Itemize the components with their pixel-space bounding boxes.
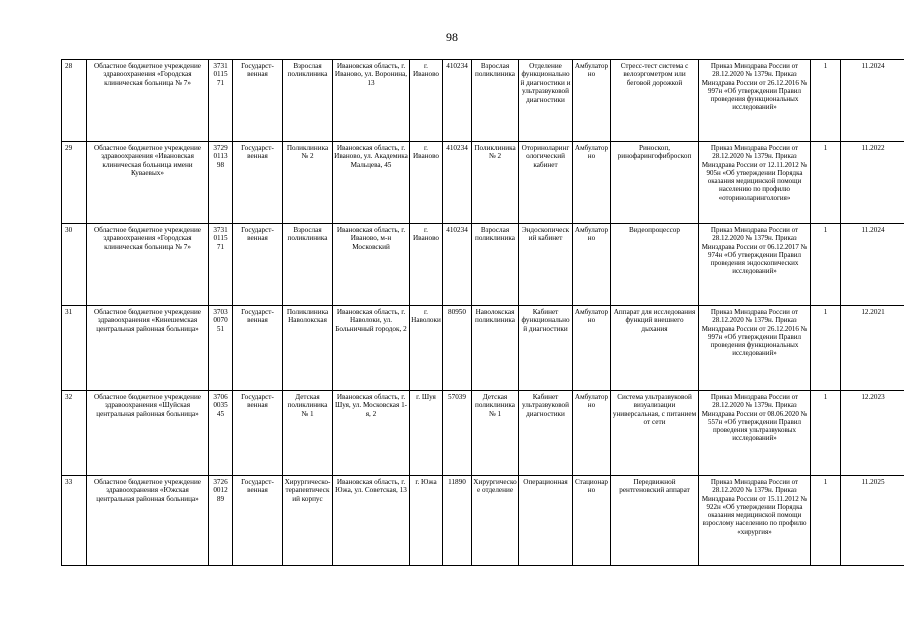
organization-name: Областное бюджетное учреждение здравоохранения «Ивановская клиническая больница имени Куваевых» bbox=[87, 142, 209, 224]
postal-index: 410234 bbox=[443, 142, 472, 224]
equipment: Система ультразвуковой визуализации универсальная, с питанием от сети bbox=[611, 391, 699, 476]
subdivision: Хирургическое отделение bbox=[472, 476, 519, 566]
ownership-form: Государст-венная bbox=[233, 306, 283, 391]
ownership-form: Государст-венная bbox=[233, 391, 283, 476]
structural-unit: Поликлиника № 2 bbox=[283, 142, 333, 224]
equipment-table-container bbox=[61, 59, 885, 566]
subdivision: Детская поликлиника № 1 bbox=[472, 391, 519, 476]
row-number: 29 bbox=[62, 142, 87, 224]
organization-name: Областное бюджетное учреждение здравоохранения «Городская клиническая больница № 7» bbox=[87, 60, 209, 142]
address: Ивановская область, г. Иваново, м-н Московский bbox=[333, 224, 410, 306]
ownership-form: Государст-венная bbox=[233, 142, 283, 224]
table-row bbox=[62, 391, 904, 476]
department: Операционная bbox=[519, 476, 573, 566]
ownership-form: Государст-венная bbox=[233, 224, 283, 306]
care-conditions: Амбулаторно bbox=[573, 224, 611, 306]
postal-index: 410234 bbox=[443, 224, 472, 306]
delivery-date: 12.2023 bbox=[841, 391, 904, 476]
subdivision: Поликлиника № 2 bbox=[472, 142, 519, 224]
organization-code: 3731 0115 71 bbox=[209, 60, 233, 142]
city: г. Иваново bbox=[410, 142, 443, 224]
delivery-date: 11.2022 bbox=[841, 142, 904, 224]
city: г. Южа bbox=[410, 476, 443, 566]
organization-code: 3706 0035 45 bbox=[209, 391, 233, 476]
row-number: 30 bbox=[62, 224, 87, 306]
care-conditions: Амбулаторно bbox=[573, 60, 611, 142]
equipment: Риноскоп, ринофарингофиброскоп bbox=[611, 142, 699, 224]
table-body bbox=[62, 60, 904, 566]
quantity: 1 bbox=[811, 306, 841, 391]
address: Ивановская область, г. Южа, ул. Советская, 13 bbox=[333, 476, 410, 566]
ownership-form: Государст-венная bbox=[233, 60, 283, 142]
structural-unit: Хирургическо-терапевтический корпус bbox=[283, 476, 333, 566]
subdivision: Взрослая поликлиника bbox=[472, 60, 519, 142]
structural-unit: Детская поликлиника № 1 bbox=[283, 391, 333, 476]
care-conditions: Амбулаторно bbox=[573, 142, 611, 224]
quantity: 1 bbox=[811, 391, 841, 476]
structural-unit: Поликлиника Наволокская bbox=[283, 306, 333, 391]
regulation: Приказ Минздрава России от 28.12.2020 № 1379н. Приказ Минздрава России от 26.12.2016 № 997н «Об утверждении Правил проведения функциональных исследований» bbox=[699, 60, 811, 142]
table-row bbox=[62, 476, 904, 566]
quantity: 1 bbox=[811, 476, 841, 566]
structural-unit: Взрослая поликлиника bbox=[283, 224, 333, 306]
subdivision: Наволокская поликлиника bbox=[472, 306, 519, 391]
delivery-date: 12.2021 bbox=[841, 306, 904, 391]
table-row bbox=[62, 224, 904, 306]
organization-name: Областное бюджетное учреждение здравоохранения «Городская клиническая больница № 7» bbox=[87, 224, 209, 306]
city: г. Шуя bbox=[410, 391, 443, 476]
address: Ивановская область, г. Наволоки, ул. Больничный городок, 2 bbox=[333, 306, 410, 391]
regulation: Приказ Минздрава России от 28.12.2020 № 1379н. Приказ Минздрава России от 15.11.2012 № 922н «Об утверждении Порядка оказания медицинской помощи взрослому населению по профилю «хирургия» bbox=[699, 476, 811, 566]
delivery-date: 11.2024 bbox=[841, 224, 904, 306]
city: г. Иваново bbox=[410, 224, 443, 306]
organization-code: 3703 0070 51 bbox=[209, 306, 233, 391]
regulation: Приказ Минздрава России от 28.12.2020 № 1379н. Приказ Минздрава России от 12.11.2012 № 905н «Об утверждении Порядка оказания медицинской помощи населению по профилю «оториноларингология» bbox=[699, 142, 811, 224]
city: г. Иваново bbox=[410, 60, 443, 142]
equipment: Передвижной рентгеновский аппарат bbox=[611, 476, 699, 566]
equipment: Стресс-тест система с велоэргометром или беговой дорожкой bbox=[611, 60, 699, 142]
row-number: 28 bbox=[62, 60, 87, 142]
city: г. Наволоки bbox=[410, 306, 443, 391]
table-row bbox=[62, 60, 904, 142]
organization-name: Областное бюджетное учреждение здравоохранения «Шуйская центральная районная больница» bbox=[87, 391, 209, 476]
regulation: Приказ Минздрава России от 28.12.2020 № 1379н. Приказ Минздрава России от 26.12.2016 № 997н «Об утверждении Правил проведения функциональных исследований» bbox=[699, 306, 811, 391]
organization-name: Областное бюджетное учреждение здравоохранения «Кинешемская центральная районная больница» bbox=[87, 306, 209, 391]
postal-index: 80950 bbox=[443, 306, 472, 391]
quantity: 1 bbox=[811, 60, 841, 142]
row-number: 31 bbox=[62, 306, 87, 391]
postal-index: 57039 bbox=[443, 391, 472, 476]
subdivision: Взрослая поликлиника bbox=[472, 224, 519, 306]
structural-unit: Взрослая поликлиника bbox=[283, 60, 333, 142]
organization-code: 3731 0115 71 bbox=[209, 224, 233, 306]
department: Кабинет ультразвуковой диагностики bbox=[519, 391, 573, 476]
postal-index: 410234 bbox=[443, 60, 472, 142]
equipment: Аппарат для исследования функций внешнего дыхания bbox=[611, 306, 699, 391]
department: Оториноларингологический кабинет bbox=[519, 142, 573, 224]
care-conditions: Амбулаторно bbox=[573, 306, 611, 391]
address: Ивановская область, г. Шуя, ул. Московская 1-я, 2 bbox=[333, 391, 410, 476]
address: Ивановская область, г. Иваново, ул. Академика Мальцева, 45 bbox=[333, 142, 410, 224]
equipment: Видеопроцессор bbox=[611, 224, 699, 306]
quantity: 1 bbox=[811, 142, 841, 224]
quantity: 1 bbox=[811, 224, 841, 306]
department: Отделение функциональной диагностики и ультразвуковой диагностики bbox=[519, 60, 573, 142]
page-number: 98 bbox=[446, 30, 458, 44]
organization-code: 3726 0012 89 bbox=[209, 476, 233, 566]
delivery-date: 11.2024 bbox=[841, 60, 904, 142]
postal-index: 11890 bbox=[443, 476, 472, 566]
row-number: 32 bbox=[62, 391, 87, 476]
organization-name: Областное бюджетное учреждение здравоохранения «Южская центральная районная больница» bbox=[87, 476, 209, 566]
regulation: Приказ Минздрава России от 28.12.2020 № 1379н. Приказ Минздрава России от 08.06.2020 № 557н «Об утверждении Правил проведения ультразвуковых исследований» bbox=[699, 391, 811, 476]
row-number: 33 bbox=[62, 476, 87, 566]
equipment-table bbox=[61, 59, 904, 566]
regulation: Приказ Минздрава России от 28.12.2020 № 1379н. Приказ Минздрава России от 06.12.2017 № 974н «Об утверждении Правил проведения эндоскопических исследований» bbox=[699, 224, 811, 306]
address: Ивановская область, г. Иваново, ул. Воронина, 13 bbox=[333, 60, 410, 142]
department: Эндоскопический кабинет bbox=[519, 224, 573, 306]
care-conditions: Амбулаторно bbox=[573, 391, 611, 476]
table-row bbox=[62, 142, 904, 224]
delivery-date: 11.2025 bbox=[841, 476, 904, 566]
ownership-form: Государст-венная bbox=[233, 476, 283, 566]
table-row bbox=[62, 306, 904, 391]
department: Кабинет функциональной диагностики bbox=[519, 306, 573, 391]
organization-code: 3729 0113 98 bbox=[209, 142, 233, 224]
care-conditions: Стационарно bbox=[573, 476, 611, 566]
